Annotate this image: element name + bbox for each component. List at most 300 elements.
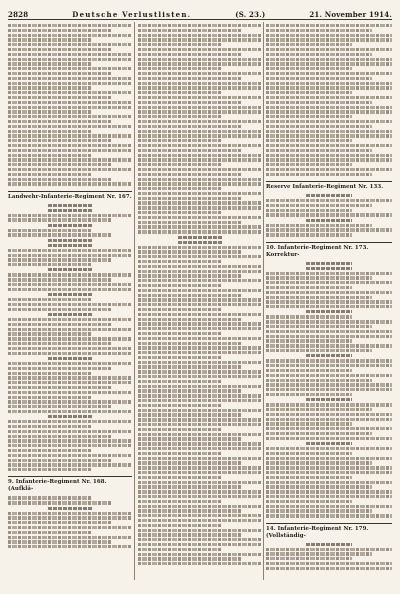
text-line xyxy=(8,43,132,46)
text-line xyxy=(8,53,132,56)
text-line xyxy=(266,77,372,80)
text-line xyxy=(8,396,92,399)
text-line xyxy=(138,158,262,161)
text-line xyxy=(138,313,262,316)
text-line xyxy=(266,38,392,41)
text-line xyxy=(8,540,112,543)
text-line xyxy=(138,437,242,440)
text-line xyxy=(266,120,392,123)
text-line xyxy=(138,250,242,253)
text-line xyxy=(8,110,92,113)
text-line xyxy=(266,557,352,560)
text-line xyxy=(138,557,242,560)
text-line xyxy=(266,110,392,113)
text-line xyxy=(138,197,242,200)
text-line xyxy=(266,567,392,570)
text-line xyxy=(266,471,392,474)
text-line xyxy=(8,391,132,394)
text-line xyxy=(266,24,392,27)
text-line xyxy=(138,337,262,340)
text-line xyxy=(266,500,352,503)
text-line xyxy=(8,298,92,301)
text-line xyxy=(138,294,242,297)
subheading-line xyxy=(306,543,351,546)
text-line xyxy=(138,433,262,436)
text-line xyxy=(8,516,132,519)
text-line xyxy=(138,182,262,185)
text-line xyxy=(138,48,262,51)
text-line xyxy=(138,279,262,282)
text-line xyxy=(138,72,262,75)
text-line xyxy=(266,403,392,406)
subheading-line xyxy=(48,244,93,247)
text-line xyxy=(266,408,372,411)
text-line xyxy=(8,308,112,311)
text-line xyxy=(266,514,392,517)
text-line xyxy=(266,457,392,460)
text-line xyxy=(266,281,392,284)
text-line xyxy=(138,58,262,61)
text-line xyxy=(8,425,92,428)
text-line xyxy=(8,182,132,185)
text-line xyxy=(8,48,112,51)
text-line xyxy=(8,400,132,403)
text-line xyxy=(138,34,262,37)
text-line xyxy=(8,173,92,176)
text-line xyxy=(8,362,132,365)
text-line xyxy=(266,154,392,157)
subheading-line xyxy=(48,415,93,418)
text-line xyxy=(266,125,372,128)
text-line xyxy=(138,562,262,565)
text-line xyxy=(8,91,132,94)
text-line xyxy=(138,134,262,137)
text-line xyxy=(266,101,372,104)
text-line xyxy=(138,62,262,65)
column-left xyxy=(8,22,132,580)
text-line xyxy=(266,224,372,227)
text-line xyxy=(8,258,112,261)
text-line xyxy=(138,375,262,378)
subheading-line xyxy=(48,507,93,510)
text-line xyxy=(8,154,92,157)
text-line xyxy=(266,422,352,425)
text-line xyxy=(266,505,392,508)
text-line xyxy=(8,254,132,257)
text-line xyxy=(8,29,112,32)
text-line xyxy=(8,229,92,232)
text-line xyxy=(8,178,112,181)
text-line xyxy=(8,82,132,85)
text-line xyxy=(138,413,242,416)
text-line xyxy=(8,120,112,123)
text-line xyxy=(266,509,372,512)
text-line xyxy=(266,209,352,212)
text-line xyxy=(8,526,132,529)
text-line xyxy=(8,496,92,499)
text-line xyxy=(266,53,372,56)
text-line xyxy=(138,270,262,273)
text-line xyxy=(8,149,132,152)
text-line xyxy=(138,543,262,546)
text-line xyxy=(266,62,392,65)
text-line xyxy=(8,72,112,75)
text-line xyxy=(266,552,372,555)
text-line xyxy=(138,409,262,412)
regiment-heading: 10. Infanterie-Regiment Nr. 173. Korrektur- xyxy=(266,242,392,259)
text-line xyxy=(8,439,132,442)
text-line xyxy=(138,327,262,330)
text-line xyxy=(266,325,372,328)
casualty-list xyxy=(8,204,132,472)
text-line xyxy=(266,163,352,166)
text-line xyxy=(8,352,132,355)
text-line xyxy=(266,276,372,279)
text-line xyxy=(138,481,262,484)
text-line xyxy=(138,356,222,359)
text-line xyxy=(266,91,352,94)
subheading-line xyxy=(48,209,93,212)
text-line xyxy=(266,418,392,421)
text-line xyxy=(8,463,132,466)
text-line xyxy=(138,548,222,551)
casualty-list xyxy=(266,262,392,518)
text-line xyxy=(138,342,242,345)
text-line xyxy=(138,163,222,166)
text-line xyxy=(266,427,392,430)
text-line xyxy=(266,379,372,382)
text-line xyxy=(8,130,92,133)
subheading-line xyxy=(306,194,351,197)
text-line xyxy=(8,273,132,276)
column-middle xyxy=(138,22,262,580)
text-line xyxy=(8,337,132,340)
text-line xyxy=(138,101,242,104)
text-line xyxy=(138,168,262,171)
text-line xyxy=(266,272,392,275)
text-line xyxy=(266,67,352,70)
text-line xyxy=(266,447,392,450)
text-line xyxy=(266,115,352,118)
text-line xyxy=(8,444,132,447)
subheading-line xyxy=(48,268,93,271)
text-line xyxy=(266,291,392,294)
text-line xyxy=(138,351,262,354)
text-line xyxy=(8,249,132,252)
text-line xyxy=(138,318,242,321)
text-line xyxy=(138,524,222,527)
regiment-heading: Landwehr-Infanterie-Regiment Nr. 167. xyxy=(8,191,132,201)
text-line xyxy=(8,521,112,524)
text-line xyxy=(138,553,262,556)
text-line xyxy=(138,91,222,94)
text-line xyxy=(266,58,392,61)
text-line xyxy=(138,274,242,277)
text-line xyxy=(138,125,242,128)
subheading-line xyxy=(178,241,223,244)
text-line xyxy=(8,134,132,137)
text-line xyxy=(8,430,132,433)
text-line xyxy=(266,228,392,231)
text-line xyxy=(138,144,262,147)
text-line xyxy=(266,548,392,551)
text-line xyxy=(138,82,262,85)
text-line xyxy=(266,364,392,367)
text-line xyxy=(266,481,392,484)
text-line xyxy=(138,96,262,99)
text-line xyxy=(8,303,132,306)
column-divider xyxy=(263,22,264,580)
text-line xyxy=(266,485,372,488)
text-line xyxy=(8,278,112,281)
casualty-list xyxy=(8,496,132,548)
text-line xyxy=(266,476,352,479)
text-line xyxy=(138,230,262,233)
text-line xyxy=(138,399,262,402)
text-line xyxy=(8,386,112,389)
subheading-line xyxy=(48,224,93,227)
text-line xyxy=(8,449,92,452)
column-divider xyxy=(134,22,135,580)
casualty-list xyxy=(138,24,262,565)
text-line xyxy=(138,211,222,214)
text-line xyxy=(138,485,242,488)
casualty-list xyxy=(266,194,392,237)
text-line xyxy=(138,514,262,517)
text-line xyxy=(266,213,392,216)
text-line xyxy=(8,218,112,221)
regiment-heading: Reserve Infanterie-Regiment Nr. 133. xyxy=(266,181,392,191)
text-line xyxy=(266,330,392,333)
text-line xyxy=(8,58,132,61)
text-line xyxy=(138,206,262,209)
text-line xyxy=(138,519,262,522)
text-line xyxy=(138,404,222,407)
text-line xyxy=(138,139,222,142)
text-line xyxy=(138,29,242,32)
text-line xyxy=(266,495,392,498)
subheading-line xyxy=(306,262,351,265)
text-line xyxy=(266,139,352,142)
text-line xyxy=(138,380,222,383)
text-line xyxy=(138,216,262,219)
text-line xyxy=(8,342,112,345)
text-line xyxy=(138,265,262,268)
text-line xyxy=(8,62,92,65)
text-line xyxy=(266,144,392,147)
casualty-list xyxy=(266,24,392,176)
text-line xyxy=(138,154,262,157)
text-line xyxy=(138,442,262,445)
text-line xyxy=(8,459,112,462)
text-line xyxy=(138,192,262,195)
text-line xyxy=(138,447,262,450)
text-line xyxy=(266,130,392,133)
text-line xyxy=(138,38,262,41)
text-line xyxy=(8,38,92,41)
text-line xyxy=(138,365,242,368)
text-line xyxy=(8,115,132,118)
text-line xyxy=(8,454,132,457)
text-line xyxy=(8,67,132,70)
text-line xyxy=(266,374,392,377)
subheading-line xyxy=(306,219,351,222)
text-line xyxy=(8,376,132,379)
text-line xyxy=(138,533,242,536)
subheading-line xyxy=(306,310,351,313)
text-line xyxy=(266,158,392,161)
casualty-list xyxy=(266,543,392,570)
subheading-line xyxy=(306,354,351,357)
text-line xyxy=(138,120,262,123)
text-line xyxy=(138,490,262,493)
text-line xyxy=(8,96,112,99)
text-line xyxy=(138,529,262,532)
text-line xyxy=(138,284,222,287)
subheading-line xyxy=(48,239,93,242)
text-line xyxy=(138,255,262,258)
journal-title: Deutsche Verlustlisten. xyxy=(72,10,192,19)
text-line xyxy=(266,82,392,85)
text-line xyxy=(138,346,262,349)
page-number: 2828 xyxy=(8,10,29,19)
subheading-line xyxy=(306,442,351,445)
text-line xyxy=(8,283,132,286)
text-line xyxy=(138,67,222,70)
text-line xyxy=(138,505,262,508)
text-line xyxy=(266,305,392,308)
text-line xyxy=(138,495,262,498)
text-line xyxy=(138,418,262,421)
text-line xyxy=(266,393,352,396)
text-line xyxy=(8,233,112,236)
text-line xyxy=(8,332,92,335)
text-line xyxy=(8,125,132,128)
text-line xyxy=(8,512,132,515)
casualty-list xyxy=(8,24,132,186)
text-line xyxy=(266,437,392,440)
text-line xyxy=(138,201,262,204)
text-line xyxy=(8,468,92,471)
text-line xyxy=(138,298,262,301)
text-line xyxy=(138,452,222,455)
text-line xyxy=(8,531,92,534)
text-line xyxy=(8,158,132,161)
text-line xyxy=(266,199,392,202)
text-line xyxy=(266,452,352,455)
text-line xyxy=(266,413,392,416)
text-line xyxy=(138,308,222,311)
text-line xyxy=(8,420,132,423)
text-line xyxy=(138,221,242,224)
text-line xyxy=(8,435,112,438)
text-line xyxy=(138,77,242,80)
text-line xyxy=(138,370,262,373)
text-line xyxy=(266,168,392,171)
text-line xyxy=(8,501,112,504)
subheading-line xyxy=(48,293,93,296)
subheading-line xyxy=(48,204,93,207)
text-line xyxy=(8,163,112,166)
text-line xyxy=(138,538,262,541)
text-line xyxy=(266,106,392,109)
text-line xyxy=(138,457,262,460)
subheading-line xyxy=(306,267,351,270)
text-line xyxy=(8,323,112,326)
text-line xyxy=(138,500,222,503)
text-line xyxy=(138,86,262,89)
text-line xyxy=(138,461,242,464)
text-line xyxy=(8,347,132,350)
text-line xyxy=(8,106,132,109)
column-right xyxy=(266,22,392,580)
text-line xyxy=(138,178,262,181)
text-line xyxy=(8,318,132,321)
subheading-line xyxy=(48,313,93,316)
text-line xyxy=(266,432,372,435)
text-line xyxy=(8,545,132,548)
text-line xyxy=(8,144,132,147)
text-line xyxy=(266,466,392,469)
text-line xyxy=(138,173,242,176)
text-line xyxy=(138,289,262,292)
text-line xyxy=(138,260,222,263)
text-line xyxy=(266,34,392,37)
text-line xyxy=(8,381,132,384)
page-header xyxy=(8,5,392,20)
text-line xyxy=(138,423,262,426)
text-line xyxy=(138,332,222,335)
text-line xyxy=(266,349,372,352)
text-line xyxy=(138,106,262,109)
text-line xyxy=(8,101,132,104)
text-line xyxy=(266,29,372,32)
text-line xyxy=(8,34,132,37)
text-line xyxy=(138,43,222,46)
subheading-line xyxy=(178,236,223,239)
text-line xyxy=(8,263,92,266)
subheading-line xyxy=(48,357,93,360)
text-line xyxy=(266,72,392,75)
text-line xyxy=(138,466,262,469)
regiment-heading: 9. Infanterie-Regiment Nr. 168. (Aufklä- xyxy=(8,476,132,493)
text-line xyxy=(266,48,392,51)
text-line xyxy=(266,369,352,372)
text-line xyxy=(138,361,262,364)
text-line xyxy=(138,246,262,249)
text-line xyxy=(266,300,392,303)
text-line xyxy=(266,461,372,464)
text-line xyxy=(8,168,132,171)
text-line xyxy=(8,77,132,80)
text-line xyxy=(266,335,392,338)
text-line xyxy=(8,410,132,413)
text-line xyxy=(138,389,242,392)
text-line xyxy=(266,359,392,362)
text-line xyxy=(266,134,392,137)
text-line xyxy=(266,286,352,289)
text-line xyxy=(266,315,352,318)
issue-number: (S. 23.) xyxy=(235,10,266,19)
text-line xyxy=(8,536,132,539)
text-line xyxy=(138,394,262,397)
text-line xyxy=(266,383,392,386)
subheading-line xyxy=(306,398,351,401)
text-line xyxy=(266,320,392,323)
text-line xyxy=(8,139,112,142)
text-line xyxy=(138,130,262,133)
text-line xyxy=(138,385,262,388)
